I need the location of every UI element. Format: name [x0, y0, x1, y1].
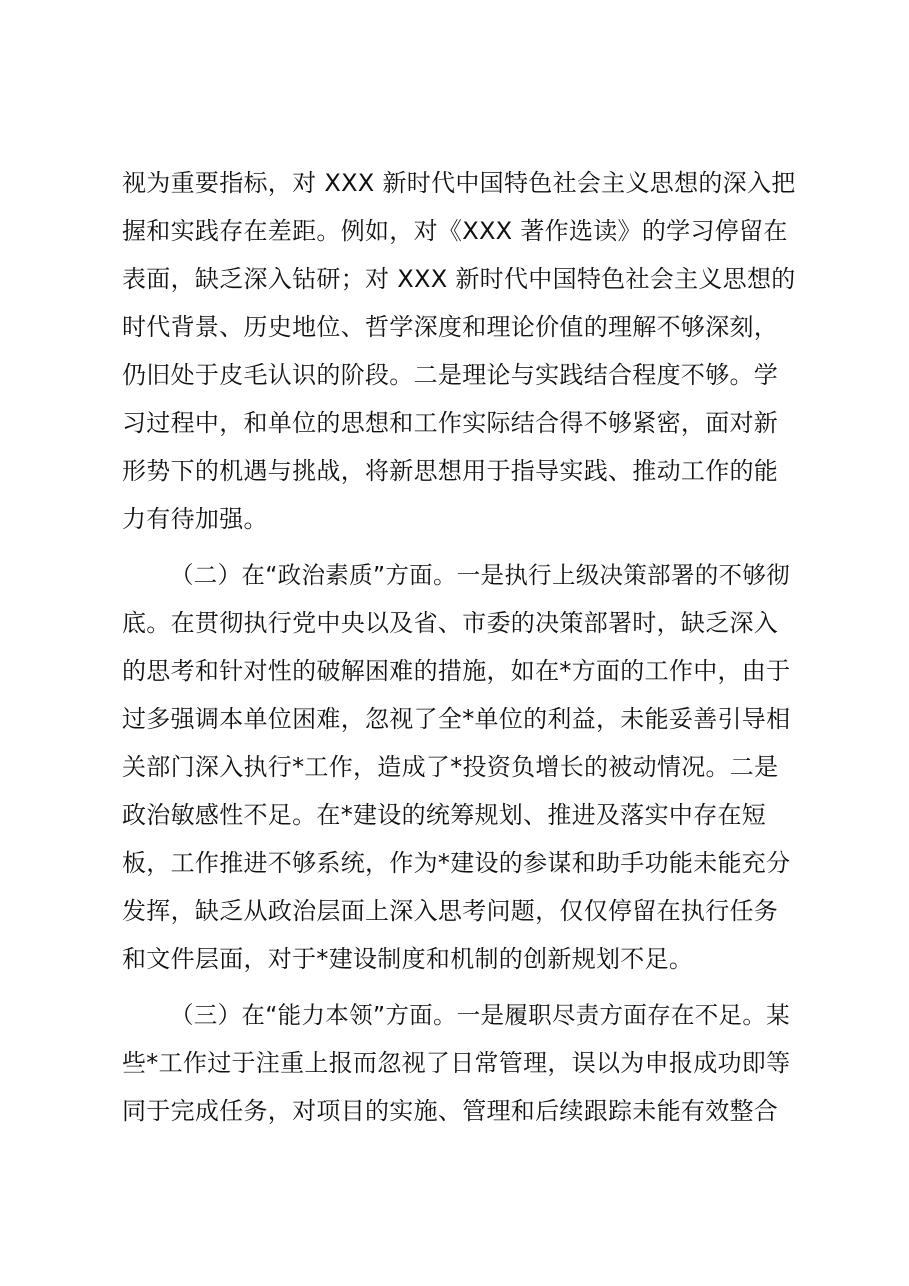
text-line: 和文件层面，对于*建设制度和机制的创新规划不足。	[122, 945, 694, 973]
text-line: 些*工作过于注重上报而忽视了日常管理，误以为申报成功即等	[122, 1049, 791, 1077]
text-line: 同于完成任务，对项目的实施、管理和后续跟踪未能有效整合	[122, 1097, 779, 1125]
section-heading-line: （二）在“政治素质”方面。一是执行上级决策部署的不够彻	[170, 561, 790, 589]
text-line: 习过程中，和单位的思想和工作实际结合得不够紧密，面对新	[122, 409, 779, 437]
text-line: 时代背景、历史地位、哲学深度和理论价值的理解不够深刻，	[122, 313, 779, 341]
text-line: 底。在贯彻执行党中央以及省、市委的决策部署时，缺乏深入	[122, 609, 779, 637]
text-line: 形势下的机遇与挑战，将新思想用于指导实践、推动工作的能	[122, 457, 779, 485]
text-line: 政治敏感性不足。在*建设的统筹规划、推进及落实中存在短	[122, 801, 767, 829]
text-line: 的思考和针对性的破解困难的措施，如在*方面的工作中，由于	[122, 657, 791, 685]
text-line: 握和实践存在差距。例如，对《XXX 著作选读》的学习停留在	[122, 217, 788, 245]
text-line: 表面，缺乏深入钻研；对 XXX 新时代中国特色社会主义思想的	[122, 265, 796, 293]
text-line: 过多强调本单位困难，忽视了全*单位的利益，未能妥善引导相	[122, 705, 791, 733]
section-heading-line: （三）在“能力本领”方面。一是履职尽责方面存在不足。某	[170, 1001, 790, 1029]
text-line: 视为重要指标，对 XXX 新时代中国特色社会主义思想的深入把	[122, 169, 796, 197]
text-line: 关部门深入执行*工作，造成了*投资负增长的被动情况。二是	[122, 753, 779, 781]
text-line: 力有待加强。	[122, 505, 268, 533]
text-line: 发挥，缺乏从政治层面上深入思考问题，仅仅停留在执行任务	[122, 897, 779, 925]
text-line: 仍旧处于皮毛认识的阶段。二是理论与实践结合程度不够。学	[122, 361, 779, 389]
text-line: 板，工作推进不够系统，作为*建设的参谋和助手功能未能充分	[122, 849, 791, 877]
